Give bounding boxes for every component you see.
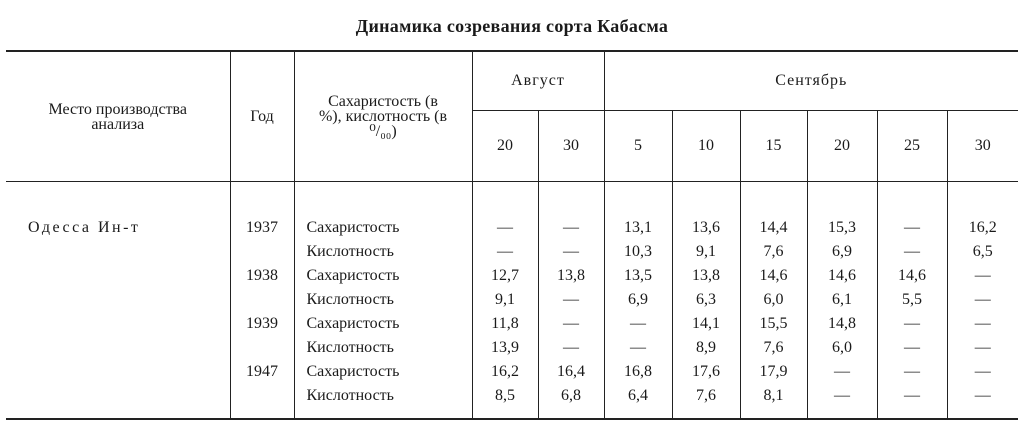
value-cell: 16,8 — [604, 360, 672, 384]
value-cell: 16,2 — [472, 360, 538, 384]
table-row — [6, 240, 1018, 264]
value-cell: — — [538, 336, 604, 360]
place-cell — [6, 384, 230, 408]
value-cell: — — [877, 360, 947, 384]
header-day: 20 — [472, 111, 538, 182]
value-cell: 6,1 — [807, 288, 877, 312]
value-cell: — — [947, 288, 1018, 312]
value-cell: 8,1 — [740, 384, 807, 408]
table-row — [6, 288, 1018, 312]
year-cell — [230, 288, 294, 312]
table-row — [6, 216, 1018, 240]
place-cell: Одесса Ин-т — [28, 219, 141, 236]
place-cell — [6, 264, 230, 288]
value-cell: — — [538, 288, 604, 312]
value-cell: — — [472, 240, 538, 264]
header-indicator — [294, 51, 472, 182]
year-cell — [230, 336, 294, 360]
year-cell: 1939 — [230, 312, 294, 336]
value-cell: 14,6 — [877, 264, 947, 288]
indicator-cell: Сахаристость — [294, 264, 472, 288]
table-row — [6, 336, 1018, 360]
value-cell: — — [538, 216, 604, 240]
header-september: Сентябрь — [604, 51, 1018, 111]
value-cell: 6,5 — [947, 240, 1018, 264]
header-place — [6, 51, 230, 182]
place-cell — [6, 240, 230, 264]
value-cell: 14,6 — [807, 264, 877, 288]
value-cell: 16,4 — [538, 360, 604, 384]
value-cell: 17,6 — [672, 360, 740, 384]
value-cell: — — [947, 264, 1018, 288]
page-title: Динамика созревания сорта Кабасма — [355, 16, 669, 36]
place-cell — [6, 336, 230, 360]
value-cell: — — [877, 336, 947, 360]
ripening-table — [6, 50, 1018, 420]
value-cell: 15,3 — [807, 216, 877, 240]
year-cell: 1938 — [230, 264, 294, 288]
value-cell: — — [877, 240, 947, 264]
value-cell: 14,8 — [807, 312, 877, 336]
value-cell: — — [472, 216, 538, 240]
header-indicator-label: Сахаристость (в %), кислотность (в ⁰/₀₀) — [318, 93, 448, 140]
header-day: 10 — [672, 111, 740, 182]
table-row — [6, 312, 1018, 336]
value-cell: 14,4 — [740, 216, 807, 240]
value-cell: — — [604, 336, 672, 360]
value-cell: 7,6 — [740, 240, 807, 264]
indicator-cell: Кислотность — [294, 288, 472, 312]
indicator-cell: Кислотность — [294, 240, 472, 264]
value-cell: 13,5 — [604, 264, 672, 288]
header-day: 15 — [740, 111, 807, 182]
value-cell: 13,1 — [604, 216, 672, 240]
header-place-label: Место производства анализа — [48, 100, 187, 133]
place-cell — [6, 312, 230, 336]
year-cell — [230, 384, 294, 408]
value-cell: 8,9 — [672, 336, 740, 360]
value-cell: — — [877, 216, 947, 240]
indicator-cell: Сахаристость — [294, 312, 472, 336]
table-row — [6, 264, 1018, 288]
indicator-cell: Сахаристость — [294, 360, 472, 384]
value-cell: — — [538, 240, 604, 264]
year-cell — [230, 240, 294, 264]
value-cell: 15,5 — [740, 312, 807, 336]
value-cell: — — [947, 336, 1018, 360]
value-cell: 14,1 — [672, 312, 740, 336]
value-cell: 9,1 — [672, 240, 740, 264]
value-cell: — — [877, 384, 947, 408]
value-cell: 16,2 — [947, 216, 1018, 240]
header-day: 30 — [538, 111, 604, 182]
value-cell: — — [604, 312, 672, 336]
value-cell: 13,8 — [538, 264, 604, 288]
value-cell: 9,1 — [472, 288, 538, 312]
value-cell: 8,5 — [472, 384, 538, 408]
value-cell: 14,6 — [740, 264, 807, 288]
value-cell: 10,3 — [604, 240, 672, 264]
place-cell — [6, 360, 230, 384]
value-cell: — — [807, 384, 877, 408]
value-cell: — — [947, 312, 1018, 336]
value-cell: 13,8 — [672, 264, 740, 288]
value-cell: — — [877, 312, 947, 336]
header-day: 5 — [604, 111, 672, 182]
value-cell: 13,9 — [472, 336, 538, 360]
value-cell: 13,6 — [672, 216, 740, 240]
value-cell: — — [807, 360, 877, 384]
indicator-cell: Сахаристость — [294, 216, 472, 240]
value-cell: 6,0 — [740, 288, 807, 312]
value-cell: — — [947, 384, 1018, 408]
header-day: 20 — [807, 111, 877, 182]
value-cell: 6,9 — [604, 288, 672, 312]
indicator-cell: Кислотность — [294, 384, 472, 408]
value-cell: 6,3 — [672, 288, 740, 312]
header-year-label: Год — [250, 108, 274, 125]
year-cell: 1947 — [230, 360, 294, 384]
value-cell: 6,4 — [604, 384, 672, 408]
header-day: 25 — [877, 111, 947, 182]
year-cell: 1937 — [230, 216, 294, 240]
value-cell: — — [947, 360, 1018, 384]
value-cell: 12,7 — [472, 264, 538, 288]
value-cell: 6,8 — [538, 384, 604, 408]
value-cell: 5,5 — [877, 288, 947, 312]
value-cell: 7,6 — [672, 384, 740, 408]
header-august: Август — [472, 51, 604, 111]
table-row — [6, 360, 1018, 384]
header-year — [230, 51, 294, 182]
value-cell: — — [538, 312, 604, 336]
place-cell — [6, 288, 230, 312]
value-cell: 6,0 — [807, 336, 877, 360]
header-day: 30 — [947, 111, 1018, 182]
table-body — [6, 182, 1018, 420]
value-cell: 11,8 — [472, 312, 538, 336]
indicator-cell: Кислотность — [294, 336, 472, 360]
value-cell: 17,9 — [740, 360, 807, 384]
table-row — [6, 384, 1018, 408]
value-cell: 7,6 — [740, 336, 807, 360]
value-cell: 6,9 — [807, 240, 877, 264]
